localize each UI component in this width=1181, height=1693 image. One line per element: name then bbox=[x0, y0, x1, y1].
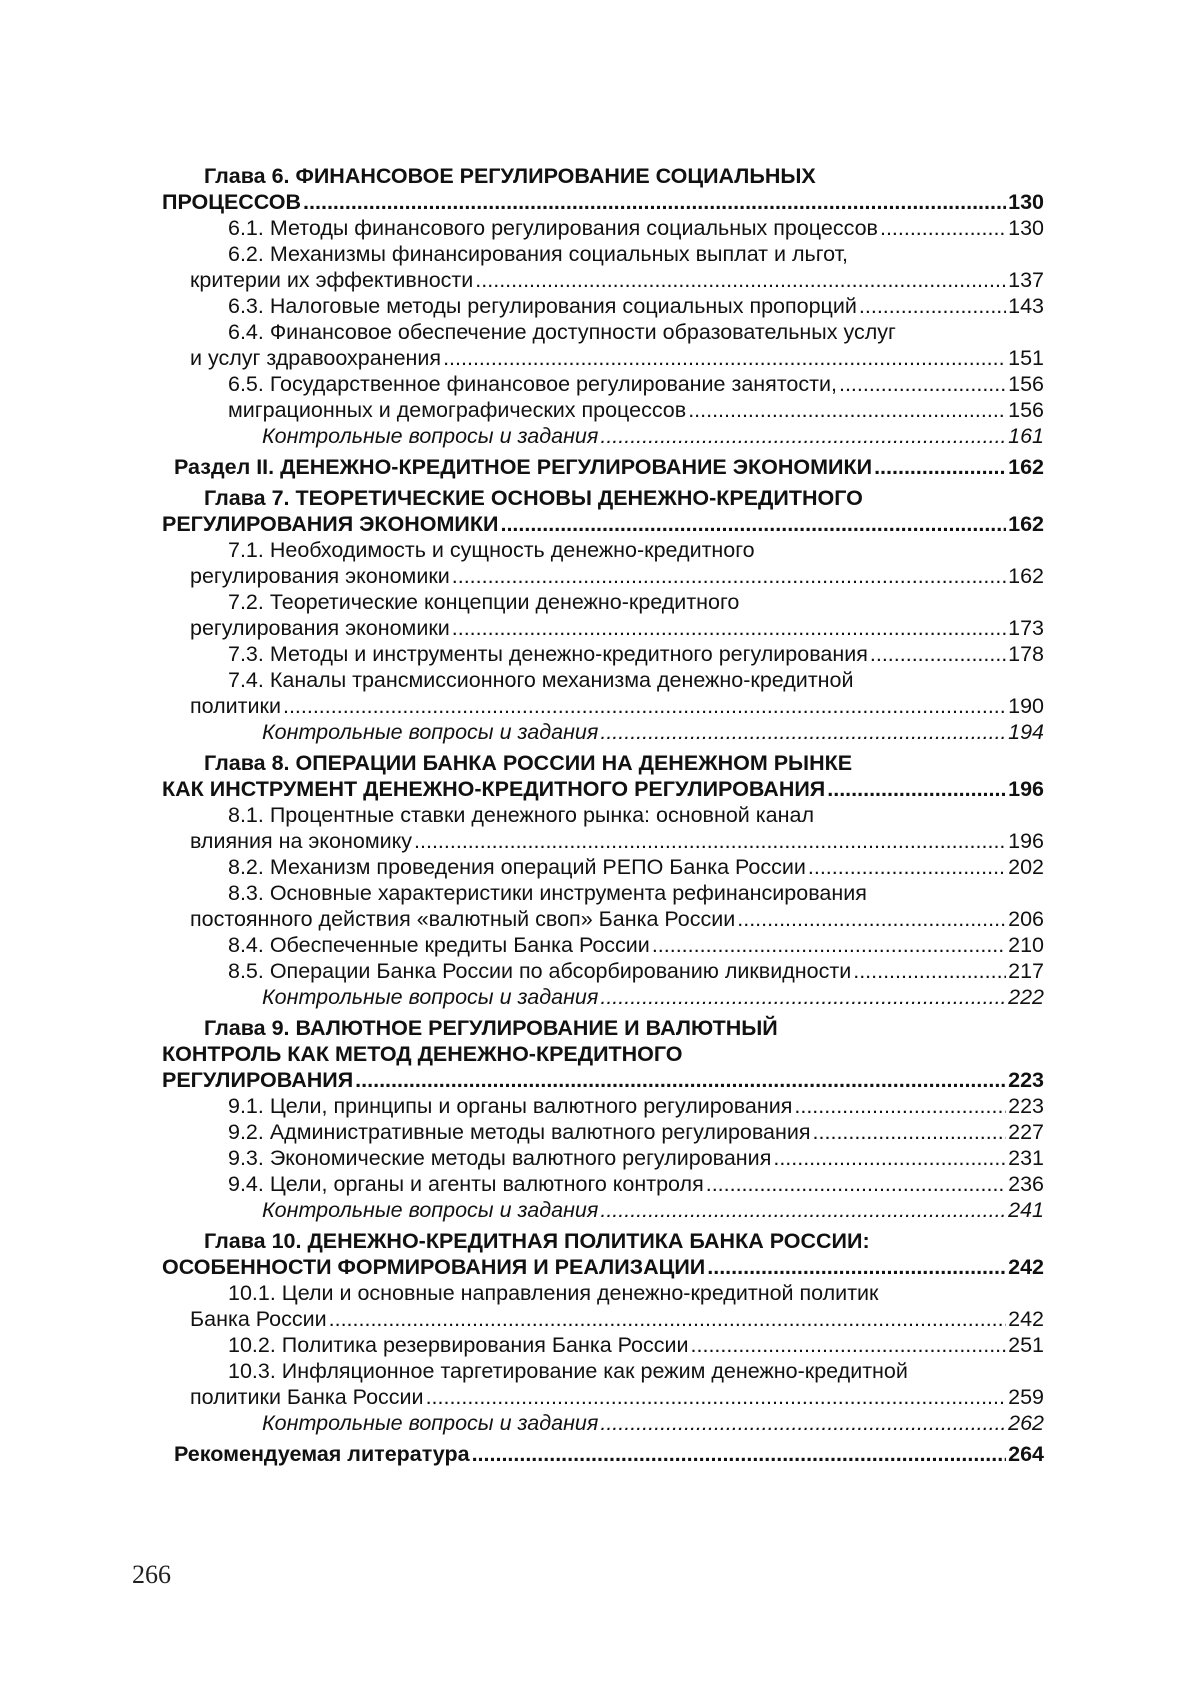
toc-entry-title: 6.1. Методы финансового регулирования социальных процессов bbox=[228, 216, 878, 240]
dot-leader bbox=[600, 1410, 1006, 1436]
toc-page-number: 178 bbox=[1008, 642, 1044, 666]
toc-page-number: 162 bbox=[1008, 564, 1044, 588]
dot-leader bbox=[688, 397, 1006, 423]
toc-entry-title: 9.3. Экономические методы валютного регулирования bbox=[228, 1146, 772, 1170]
toc-page-number: 231 bbox=[1008, 1146, 1044, 1170]
toc-line-ch10-b bbox=[162, 1254, 1044, 1280]
toc-page-number: 241 bbox=[1008, 1198, 1044, 1222]
toc-entry-title: критерии их эффективности bbox=[190, 268, 474, 292]
toc-line-s6-4a: 6.4. Финансовое обеспечение доступности образовательных услуг bbox=[228, 320, 896, 344]
toc-page-number: 223 bbox=[1008, 1094, 1044, 1118]
dot-leader bbox=[808, 854, 1006, 880]
toc-line-s7-1a: 7.1. Необходимость и сущность денежно-кредитного bbox=[228, 538, 755, 562]
toc-line-part2 bbox=[162, 454, 1044, 480]
toc-line-ch10-a: Глава 10. ДЕНЕЖНО-КРЕДИТНАЯ ПОЛИТИКА БАНКА РОССИИ: bbox=[204, 1229, 870, 1253]
toc-page-number: 223 bbox=[1008, 1068, 1044, 1092]
toc-line-s7-2a: 7.2. Теоретические концепции денежно-кредитного bbox=[228, 590, 740, 614]
toc-line-s9-2 bbox=[162, 1119, 1044, 1145]
toc-line-ch9-a: Глава 9. ВАЛЮТНОЕ РЕГУЛИРОВАНИЕ И ВАЛЮТНЫЙ bbox=[204, 1016, 778, 1040]
dot-leader bbox=[600, 1197, 1006, 1223]
toc-line-s6-5a bbox=[162, 371, 1044, 397]
toc-line-s8-1a: 8.1. Процентные ставки денежного рынка: основной канал bbox=[228, 803, 814, 827]
dot-leader bbox=[652, 932, 1006, 958]
toc-line-s8-4 bbox=[162, 932, 1044, 958]
toc-entry-title: ПРОЦЕССОВ bbox=[162, 190, 302, 214]
toc-line-s7-4b bbox=[162, 693, 1044, 719]
toc-page-number: 196 bbox=[1008, 829, 1044, 853]
toc-line-s8-3a: 8.3. Основные характеристики инструмента рефинансирования bbox=[228, 881, 867, 905]
dot-leader bbox=[870, 641, 1006, 667]
toc-line-s6-4b bbox=[162, 345, 1044, 371]
toc-entry-title: 8.5. Операции Банка России по абсорбированию ликвидности bbox=[228, 959, 852, 983]
toc-line-s6-2a: 6.2. Механизмы финансирования социальных выплат и льгот, bbox=[228, 242, 849, 266]
toc-line-s10-2 bbox=[162, 1332, 1044, 1358]
toc-page-number: 264 bbox=[1008, 1442, 1044, 1466]
toc-entry-title: 9.1. Цели, принципы и органы валютного регулирования bbox=[228, 1094, 793, 1118]
toc-line-s7-1b bbox=[162, 563, 1044, 589]
toc-entry-title: 7.3. Методы и инструменты денежно-кредитного регулирования bbox=[228, 642, 868, 666]
dot-leader bbox=[827, 776, 1006, 802]
toc-page-number: 162 bbox=[1008, 455, 1044, 479]
dot-leader bbox=[303, 189, 1006, 215]
toc-page-number: 143 bbox=[1008, 294, 1044, 318]
toc-entry-title: Контрольные вопросы и задания bbox=[262, 424, 599, 448]
toc-entry-title: 9.4. Цели, органы и агенты валютного контроля bbox=[228, 1172, 704, 1196]
table-of-contents bbox=[162, 163, 1044, 1467]
dot-leader bbox=[283, 693, 1006, 719]
toc-line-s8-1b bbox=[162, 828, 1044, 854]
toc-line-ch8-b bbox=[162, 776, 1044, 802]
dot-leader bbox=[880, 215, 1006, 241]
toc-page-number: 227 bbox=[1008, 1120, 1044, 1144]
toc-page-number: 259 bbox=[1008, 1385, 1044, 1409]
toc-page-number: 194 bbox=[1008, 720, 1044, 744]
toc-line-q9 bbox=[162, 1197, 1044, 1223]
toc-entry-title: Контрольные вопросы и задания bbox=[262, 720, 599, 744]
toc-entry-title: 10.2. Политика резервирования Банка России bbox=[228, 1333, 689, 1357]
toc-page-number: 242 bbox=[1008, 1307, 1044, 1331]
toc-page-number: 137 bbox=[1008, 268, 1044, 292]
dot-leader bbox=[859, 293, 1006, 319]
dot-leader bbox=[839, 371, 1006, 397]
dot-leader bbox=[452, 615, 1006, 641]
toc-page-number: 130 bbox=[1008, 216, 1044, 240]
toc-line-s6-2b bbox=[162, 267, 1044, 293]
toc-line-s6-5b bbox=[162, 397, 1044, 423]
toc-page-number: 156 bbox=[1008, 398, 1044, 422]
toc-line-s8-5 bbox=[162, 958, 1044, 984]
toc-entry-title: 6.3. Налоговые методы регулирования социальных пропорций bbox=[228, 294, 857, 318]
toc-entry-title: регулирования экономики bbox=[190, 564, 450, 588]
toc-line-s6-3 bbox=[162, 293, 1044, 319]
toc-line-ch7-b bbox=[162, 511, 1044, 537]
toc-page-number: 130 bbox=[1008, 190, 1044, 214]
toc-line-s9-3 bbox=[162, 1145, 1044, 1171]
toc-line-ch6-b bbox=[162, 189, 1044, 215]
dot-leader bbox=[600, 423, 1006, 449]
toc-entry-title: ОСОБЕННОСТИ ФОРМИРОВАНИЯ И РЕАЛИЗАЦИИ bbox=[162, 1255, 706, 1279]
dot-leader bbox=[600, 984, 1006, 1010]
toc-line-s8-2 bbox=[162, 854, 1044, 880]
toc-entry-title: Раздел II. ДЕНЕЖНО-КРЕДИТНОЕ РЕГУЛИРОВАНИЕ ЭКОНОМИКИ bbox=[174, 455, 873, 479]
toc-line-s9-4 bbox=[162, 1171, 1044, 1197]
toc-page-number: 162 bbox=[1008, 512, 1044, 536]
toc-line-s10-3a: 10.3. Инфляционное таргетирование как режим денежно-кредитной bbox=[228, 1359, 908, 1383]
dot-leader bbox=[707, 1254, 1006, 1280]
toc-page-number: 210 bbox=[1008, 933, 1044, 957]
dot-leader bbox=[853, 958, 1006, 984]
toc-entry-title: Контрольные вопросы и задания bbox=[262, 1198, 599, 1222]
toc-page-number: 206 bbox=[1008, 907, 1044, 931]
dot-leader bbox=[813, 1119, 1007, 1145]
toc-entry-title: КАК ИНСТРУМЕНТ ДЕНЕЖНО-КРЕДИТНОГО РЕГУЛИРОВАНИЯ bbox=[162, 777, 826, 801]
dot-leader bbox=[874, 454, 1006, 480]
dot-leader bbox=[773, 1145, 1006, 1171]
toc-line-s10-1b bbox=[162, 1306, 1044, 1332]
toc-line-s6-1 bbox=[162, 215, 1044, 241]
toc-page-number: 161 bbox=[1008, 424, 1044, 448]
toc-line-lit bbox=[162, 1441, 1044, 1467]
dot-leader bbox=[500, 511, 1006, 537]
toc-page-number: 151 bbox=[1008, 346, 1044, 370]
dot-leader bbox=[706, 1171, 1006, 1197]
dot-leader bbox=[472, 1441, 1007, 1467]
dot-leader bbox=[452, 563, 1006, 589]
toc-entry-title: влияния на экономику bbox=[190, 829, 413, 853]
dot-leader bbox=[414, 828, 1006, 854]
toc-entry-title: Контрольные вопросы и задания bbox=[262, 985, 599, 1009]
dot-leader bbox=[329, 1306, 1007, 1332]
toc-entry-title: миграционных и демографических процессов bbox=[228, 398, 687, 422]
toc-page-number: 222 bbox=[1008, 985, 1044, 1009]
toc-page-number: 217 bbox=[1008, 959, 1044, 983]
toc-line-q10 bbox=[162, 1410, 1044, 1436]
toc-entry-title: постоянного действия «валютный своп» Банка России bbox=[190, 907, 736, 931]
toc-entry-title: 8.2. Механизм проведения операций РЕПО Банка России bbox=[228, 855, 806, 879]
toc-line-ch7-a: Глава 7. ТЕОРЕТИЧЕСКИЕ ОСНОВЫ ДЕНЕЖНО-КРЕДИТНОГО bbox=[204, 486, 863, 510]
dot-leader bbox=[426, 1384, 1007, 1410]
dot-leader bbox=[794, 1093, 1006, 1119]
toc-entry-title: 6.5. Государственное финансовое регулирование занятости, bbox=[228, 372, 837, 396]
toc-line-ch9-b: КОНТРОЛЬ КАК МЕТОД ДЕНЕЖНО-КРЕДИТНОГО bbox=[162, 1042, 683, 1066]
toc-entry-title: политики Банка России bbox=[190, 1385, 424, 1409]
toc-line-s8-3b bbox=[162, 906, 1044, 932]
toc-entry-title: Контрольные вопросы и задания bbox=[262, 1411, 599, 1435]
toc-line-s7-3 bbox=[162, 641, 1044, 667]
toc-page-number: 236 bbox=[1008, 1172, 1044, 1196]
dot-leader bbox=[475, 267, 1006, 293]
dot-leader bbox=[737, 906, 1006, 932]
toc-line-s9-1 bbox=[162, 1093, 1044, 1119]
toc-line-ch8-a: Глава 8. ОПЕРАЦИИ БАНКА РОССИИ НА ДЕНЕЖНОМ РЫНКЕ bbox=[204, 751, 853, 775]
toc-line-s7-2b bbox=[162, 615, 1044, 641]
toc-page-number: 173 bbox=[1008, 616, 1044, 640]
dot-leader bbox=[443, 345, 1006, 371]
toc-entry-title: 9.2. Административные методы валютного регулирования bbox=[228, 1120, 811, 1144]
toc-page-number: 190 bbox=[1008, 694, 1044, 718]
dot-leader bbox=[691, 1332, 1007, 1358]
toc-entry-title: 8.4. Обеспеченные кредиты Банка России bbox=[228, 933, 650, 957]
toc-line-ch9-c bbox=[162, 1067, 1044, 1093]
toc-entry-title: политики bbox=[190, 694, 281, 718]
toc-entry-title: РЕГУЛИРОВАНИЯ ЭКОНОМИКИ bbox=[162, 512, 499, 536]
toc-page-number: 196 bbox=[1008, 777, 1044, 801]
toc-page-number: 262 bbox=[1008, 1411, 1044, 1435]
toc-line-q7 bbox=[162, 719, 1044, 745]
toc-line-s10-1a: 10.1. Цели и основные направления денежно-кредитной политик bbox=[228, 1281, 879, 1305]
dot-leader bbox=[355, 1067, 1006, 1093]
toc-line-s10-3b bbox=[162, 1384, 1044, 1410]
toc-page-number: 242 bbox=[1008, 1255, 1044, 1279]
dot-leader bbox=[600, 719, 1006, 745]
toc-entry-title: Рекомендуемая литература bbox=[174, 1442, 470, 1466]
toc-line-q8 bbox=[162, 984, 1044, 1010]
toc-page-number: 156 bbox=[1008, 372, 1044, 396]
toc-entry-title: РЕГУЛИРОВАНИЯ bbox=[162, 1068, 354, 1092]
toc-entry-title: регулирования экономики bbox=[190, 616, 450, 640]
toc-page-number: 251 bbox=[1008, 1333, 1044, 1357]
toc-entry-title: и услуг здравоохранения bbox=[190, 346, 442, 370]
toc-entry-title: Банка России bbox=[190, 1307, 327, 1331]
page-number: 266 bbox=[132, 1560, 171, 1589]
toc-page-number: 202 bbox=[1008, 855, 1044, 879]
toc-line-s7-4a: 7.4. Каналы трансмиссионного механизма денежно-кредитной bbox=[228, 668, 854, 692]
toc-line-ch6-a: Глава 6. ФИНАНСОВОЕ РЕГУЛИРОВАНИЕ СОЦИАЛЬНЫХ bbox=[204, 164, 816, 188]
toc-line-q6 bbox=[162, 423, 1044, 449]
